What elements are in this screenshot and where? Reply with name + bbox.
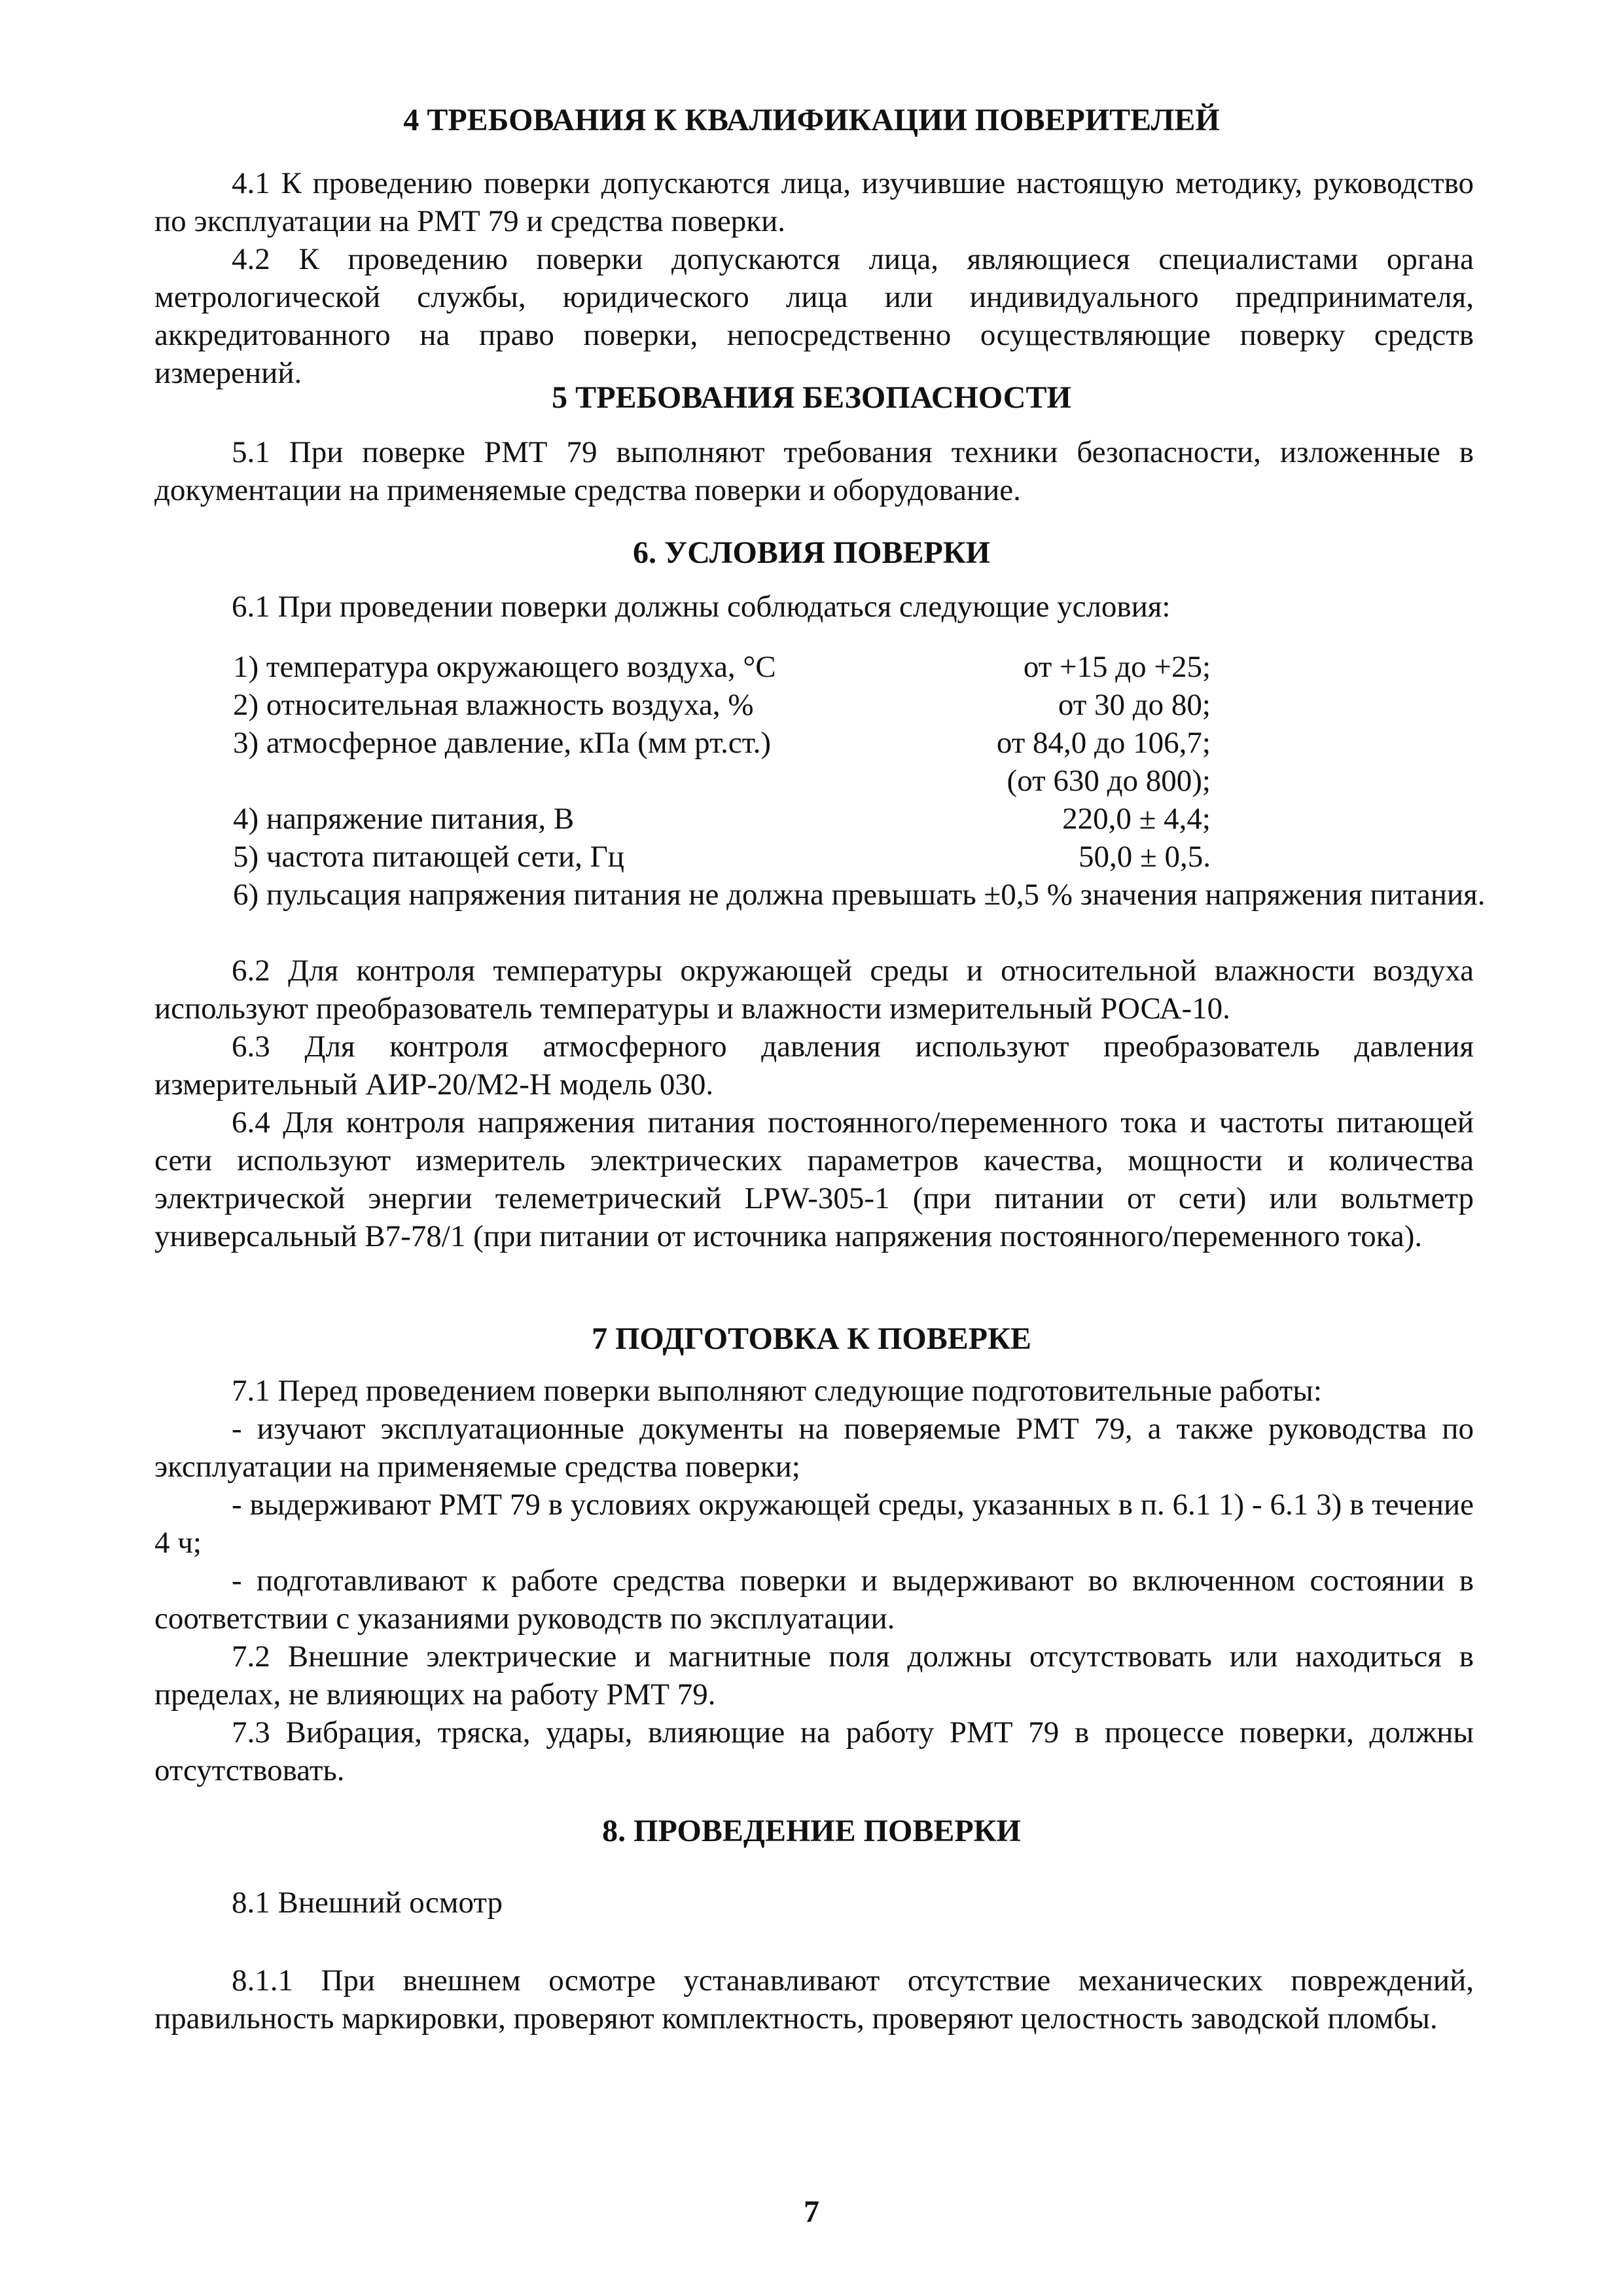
condition-5-label: 5) частота питающей сети, Гц — [233, 840, 624, 874]
section-4-title: 4 ТРЕБОВАНИЯ К КВАЛИФИКАЦИИ ПОВЕРИТЕЛЕЙ — [403, 103, 1220, 137]
paragraph-6-3: 6.3 Для контроля атмосферного давления используют преобразователь давления измерительный АИР-20/М2-Н модель 030. — [154, 1030, 1474, 1102]
page-number: 7 — [804, 2195, 819, 2229]
condition-3-label: 3) атмосферное давление, кПа (мм рт.ст.) — [233, 726, 772, 760]
condition-2-value: от 30 до 80; — [1058, 688, 1211, 722]
paragraph-7-2: 7.2 Внешние электрические и магнитные поля должны отсутствовать или находиться в пределах, не влияющих на работу РМТ 79. — [154, 1640, 1474, 1712]
paragraph-8-1-1: 8.1.1 При внешнем осмотре устанавливают отсутствие механических повреждений, правильность маркировки, проверяют комплектность, проверяют целостность заводской пломбы. — [154, 1964, 1474, 2036]
paragraph-5-1: 5.1 При поверке РМТ 79 выполняют требования техники безопасности, изложенные в документации на применяемые средства поверки и оборудование. — [154, 435, 1474, 507]
condition-1-label: 1) температура окружающего воздуха, °С — [233, 650, 776, 684]
condition-5-value: 50,0 ± 0,5. — [1078, 840, 1211, 874]
condition-3-value: от 84,0 до 106,7; — [996, 726, 1211, 760]
paragraph-7-1: 7.1 Перед проведением поверки выполняют следующие подготовительные работы: — [232, 1374, 1322, 1408]
paragraph-7-3: 7.3 Вибрация, тряска, удары, влияющие на работу РМТ 79 в процессе поверки, должны отсутствовать. — [154, 1715, 1474, 1787]
section-8-1 — [154, 1884, 1474, 1922]
section-5-title: 5 ТРЕБОВАНИЯ БЕЗОПАСНОСТИ — [552, 380, 1071, 415]
section-4-body — [154, 164, 1474, 392]
condition-4-label: 4) напряжение питания, В — [233, 802, 575, 836]
section-6-title: 6. УСЛОВИЯ ПОВЕРКИ — [633, 535, 990, 570]
section-8-1-1 — [154, 1962, 1474, 2037]
paragraph-6-2: 6.2 Для контроля температуры окружающей среды и относительной влажности воздуха используют преобразователь температуры и влажности измерительный РОСА-10. — [154, 954, 1474, 1026]
section-7-title: 7 ПОДГОТОВКА К ПОВЕРКЕ — [592, 1321, 1031, 1356]
paragraph-4-1: 4.1 К проведению поверки допускаются лица, изучившие настоящую методику, руководство по эксплуатации на РМТ 79 и средства поверки. — [154, 166, 1474, 238]
paragraph-8-1: 8.1 Внешний осмотр — [232, 1886, 503, 1920]
bullet-7-1-a: - изучают эксплуатационные документы на поверяемые РМТ 79, а также руководства по эксплуатации на применяемые средства поверки; — [154, 1412, 1474, 1484]
condition-3-value-mmhg: (от 630 до 800); — [1007, 764, 1211, 798]
section-6-intro — [154, 588, 1474, 626]
section-6-body — [154, 952, 1474, 1255]
condition-1-value: от +15 до +25; — [1023, 650, 1211, 684]
section-8-title: 8. ПРОВЕДЕНИЕ ПОВЕРКИ — [602, 1814, 1021, 1848]
bullet-7-1-b: - выдерживают РМТ 79 в условиях окружающей среды, указанных в п. 6.1 1) - 6.1 3) в течение 4 ч; — [154, 1488, 1474, 1560]
condition-6: 6) пульсация напряжения питания не должна превышать ±0,5 % значения напряжения питания. — [233, 878, 1486, 912]
paragraph-4-2: 4.2 К проведению поверки допускаются лица, являющиеся специалистами органа метрологической службы, юридического лица или индивидуального предпринимателя, аккредитованного на право поверки, непосредственно осуществляющие поверку средств измерений. — [154, 242, 1474, 390]
section-7-body — [154, 1372, 1474, 1789]
paragraph-6-4: 6.4 Для контроля напряжения питания постоянного/переменного тока и частоты питающей сети используют измеритель электрических параметров качества, мощности и количества электрической энергии телеметрический LPW-305-1 (при питании от сети) или вольтметр универсальный В7-78/1 (при питании от источника напряжения постоянного/переменного тока). — [154, 1105, 1474, 1253]
condition-2-label: 2) относительная влажность воздуха, % — [233, 688, 754, 722]
bullet-7-1-c: - подготавливают к работе средства поверки и выдерживают во включенном состоянии в соответствии с указаниями руководств по эксплуатации. — [154, 1564, 1474, 1636]
condition-4-value: 220,0 ± 4,4; — [1062, 802, 1211, 836]
section-5-body — [154, 433, 1474, 509]
paragraph-6-1: 6.1 При проведении поверки должны соблюдаться следующие условия: — [232, 590, 1171, 624]
